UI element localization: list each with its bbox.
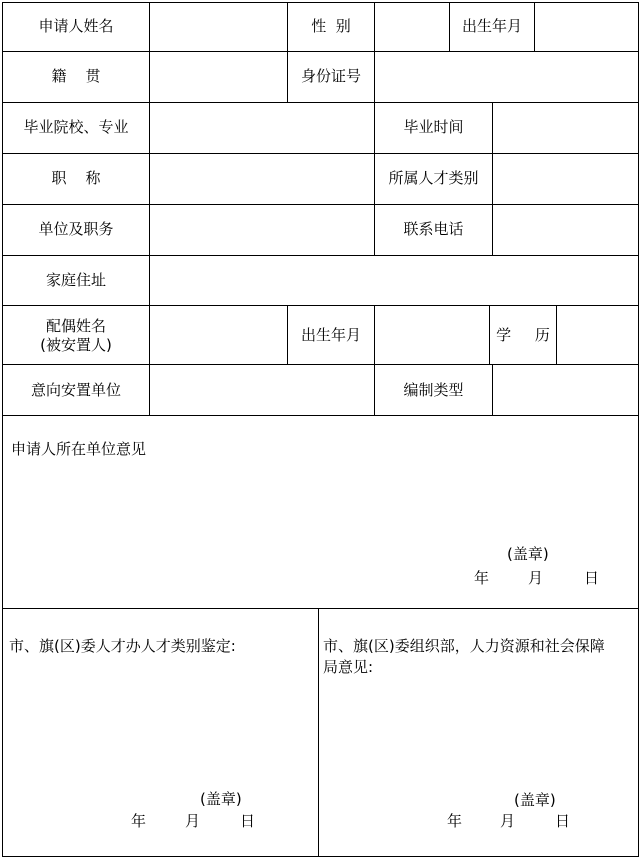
seal-org-dept: (盖章) <box>514 791 556 809</box>
date-month-talent-office: 月 <box>185 812 201 830</box>
label-title: 职 称 <box>51 169 101 187</box>
label-grad-time: 毕业时间 <box>403 118 464 136</box>
field-education[interactable] <box>557 306 638 364</box>
date-year-org-dept: 年 <box>447 812 463 830</box>
label-employer-opinion: 申请人所在单位意见 <box>11 440 147 458</box>
label-id-number: 身份证号 <box>300 67 361 85</box>
field-employer-opinion[interactable] <box>3 462 638 542</box>
label-applicant-name: 申请人姓名 <box>38 17 114 35</box>
label-school-major: 毕业院校、专业 <box>23 118 129 136</box>
field-id-number[interactable] <box>375 52 638 102</box>
date-month-org-dept: 月 <box>500 812 516 830</box>
label-target-unit: 意向安置单位 <box>30 381 121 399</box>
field-org-dept[interactable] <box>320 682 638 787</box>
label-org-dept-cont: 局意见: <box>323 658 374 676</box>
field-native-place[interactable] <box>150 52 287 102</box>
field-spouse-birth[interactable] <box>375 306 489 364</box>
label-education: 学 历 <box>496 326 550 344</box>
date-year-employer: 年 <box>474 569 490 587</box>
date-day-org-dept: 日 <box>555 812 571 830</box>
date-day-talent-office: 日 <box>240 812 256 830</box>
label-spouse-birth: 出生年月 <box>300 326 361 344</box>
row-divider <box>2 415 639 416</box>
label-gender: 性 别 <box>311 17 351 35</box>
field-unit-position[interactable] <box>150 205 374 255</box>
label-phone: 联系电话 <box>403 220 464 238</box>
field-applicant-name[interactable] <box>150 3 287 51</box>
field-grad-time[interactable] <box>493 103 638 153</box>
label-unit-position: 单位及职务 <box>38 220 114 238</box>
field-school-major[interactable] <box>150 103 374 153</box>
label-spouse-name: 配偶姓名 <box>45 317 106 335</box>
seal-talent-office: (盖章) <box>200 790 242 808</box>
field-staffing-type[interactable] <box>493 365 638 415</box>
label-talent-office: 市、旗(区)委人才办人才类别鉴定: <box>9 637 236 655</box>
field-spouse-name[interactable] <box>150 306 287 364</box>
label-home-address: 家庭住址 <box>45 271 106 289</box>
field-phone[interactable] <box>493 205 638 255</box>
label-org-dept: 市、旗(区)委组织部，人力资源和社会保障 <box>323 637 605 655</box>
label-staffing-type: 编制类型 <box>403 381 464 399</box>
row-divider <box>2 305 639 306</box>
date-year-talent-office: 年 <box>131 812 147 830</box>
row-divider <box>2 608 639 609</box>
label-birth-date: 出生年月 <box>461 17 522 35</box>
field-gender[interactable] <box>375 3 449 51</box>
label-talent-category: 所属人才类别 <box>388 169 479 187</box>
label-spouse-placed: (被安置人) <box>40 336 112 354</box>
column-divider <box>318 608 319 857</box>
field-talent-office[interactable] <box>3 662 317 787</box>
label-native-place: 籍 贯 <box>51 67 101 85</box>
field-home-address[interactable] <box>150 256 638 305</box>
date-month-employer: 月 <box>528 569 544 587</box>
date-day-employer: 日 <box>584 569 600 587</box>
field-birth-date[interactable] <box>535 3 638 51</box>
field-title[interactable] <box>150 154 374 204</box>
field-target-unit[interactable] <box>150 365 374 415</box>
field-talent-category[interactable] <box>493 154 638 204</box>
seal-employer: (盖章) <box>507 545 549 563</box>
